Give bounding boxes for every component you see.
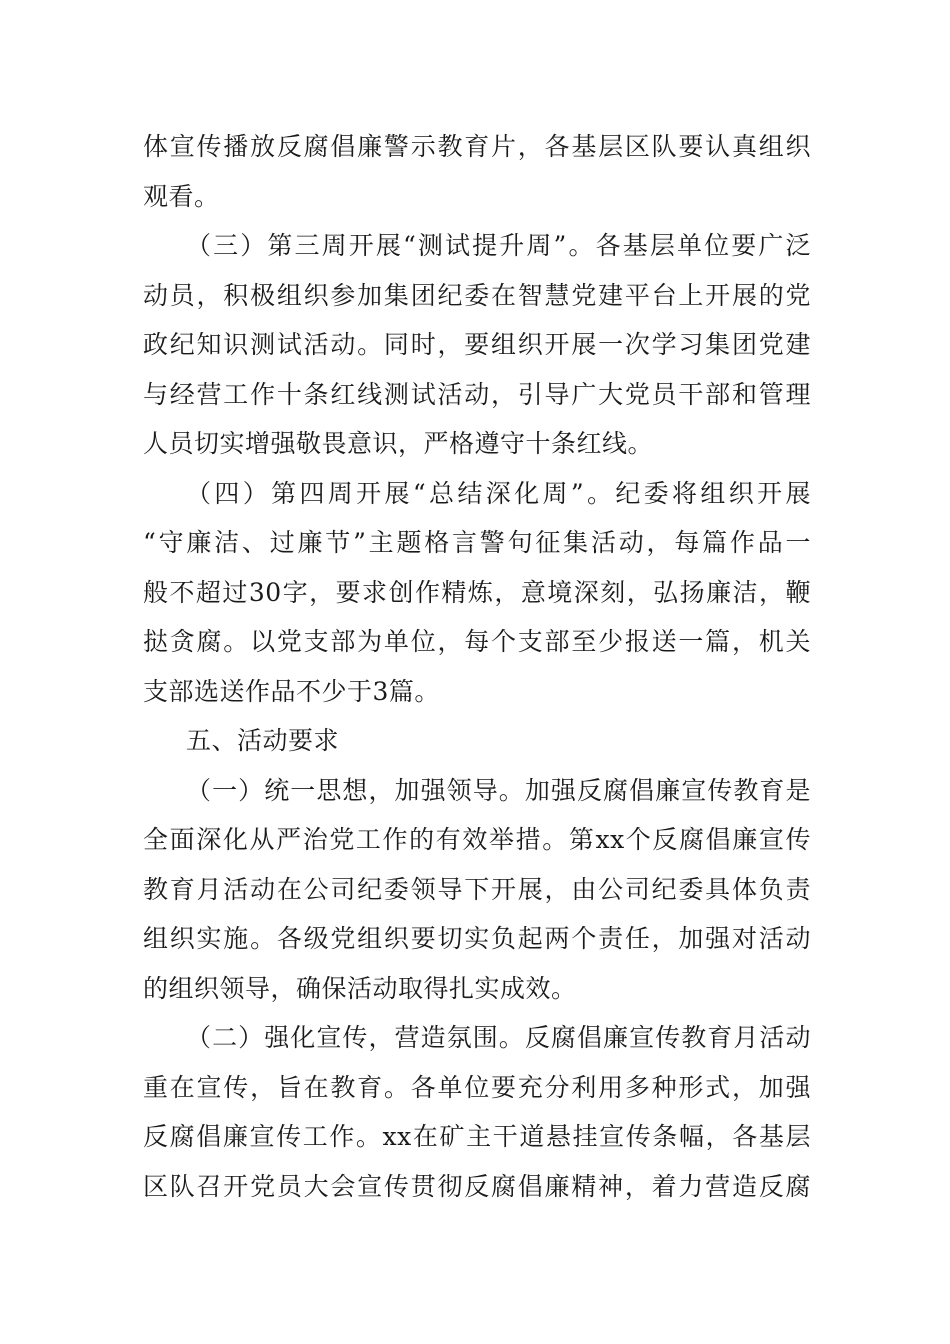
paragraph-heading-1: （一）统一思想，加强领导。加强反腐倡廉宣传教育是 [186, 775, 811, 805]
section-heading: 五、活动要求 [186, 726, 340, 755]
body-line: 的组织领导，确保活动取得扎实成效。 [143, 973, 577, 1003]
body-line: 与经营工作十条红线测试活动，引导广大党员干部和管理 [143, 379, 811, 409]
body-line: 支部选送作品不少于3篇。 [143, 676, 440, 706]
paragraph-heading-2: （二）强化宣传，营造氛围。反腐倡廉宣传教育月活动 [186, 1023, 811, 1052]
body-line: 人员切实增强敬畏意识，严格遵守十条红线。 [143, 429, 654, 458]
paragraph-heading-4: （四）第四周开展“总结深化周”。纪委将组织开展 [186, 478, 811, 508]
body-line: 般不超过30字，要求创作精炼，意境深刻，弘扬廉洁，鞭 [143, 577, 811, 607]
body-line: 全面深化从严治党工作的有效举措。第xx个反腐倡廉宣传 [143, 825, 811, 854]
body-line: “守廉洁、过廉节”主题格言警句征集活动，每篇作品一 [143, 528, 811, 557]
document-body [143, 122, 811, 1211]
body-line: 体宣传播放反腐倡廉警示教育片，各基层区队要认真组织 [143, 132, 811, 161]
body-line: 反腐倡廉宣传工作。xx在矿主干道悬挂宣传条幅，各基层 [143, 1122, 811, 1151]
body-line: 教育月活动在公司纪委领导下开展，由公司纪委具体负责 [143, 874, 811, 904]
body-line: 动员，积极组织参加集团纪委在智慧党建平台上开展的党 [143, 280, 811, 310]
body-line: 重在宣传，旨在教育。各单位要充分利用多种形式，加强 [143, 1072, 811, 1102]
body-line: 观看。 [143, 181, 220, 211]
paragraph-heading-3: （三）第三周开展“测试提升周”。各基层单位要广泛 [186, 231, 811, 260]
body-line: 挞贪腐。以党支部为单位，每个支部至少报送一篇，机关 [143, 627, 811, 656]
body-line: 区队召开党员大会宣传贯彻反腐倡廉精神，着力营造反腐 [143, 1171, 811, 1201]
body-line: 政纪知识测试活动。同时，要组织开展一次学习集团党建 [143, 330, 811, 359]
body-line: 组织实施。各级党组织要切实负起两个责任，加强对活动 [143, 924, 811, 953]
